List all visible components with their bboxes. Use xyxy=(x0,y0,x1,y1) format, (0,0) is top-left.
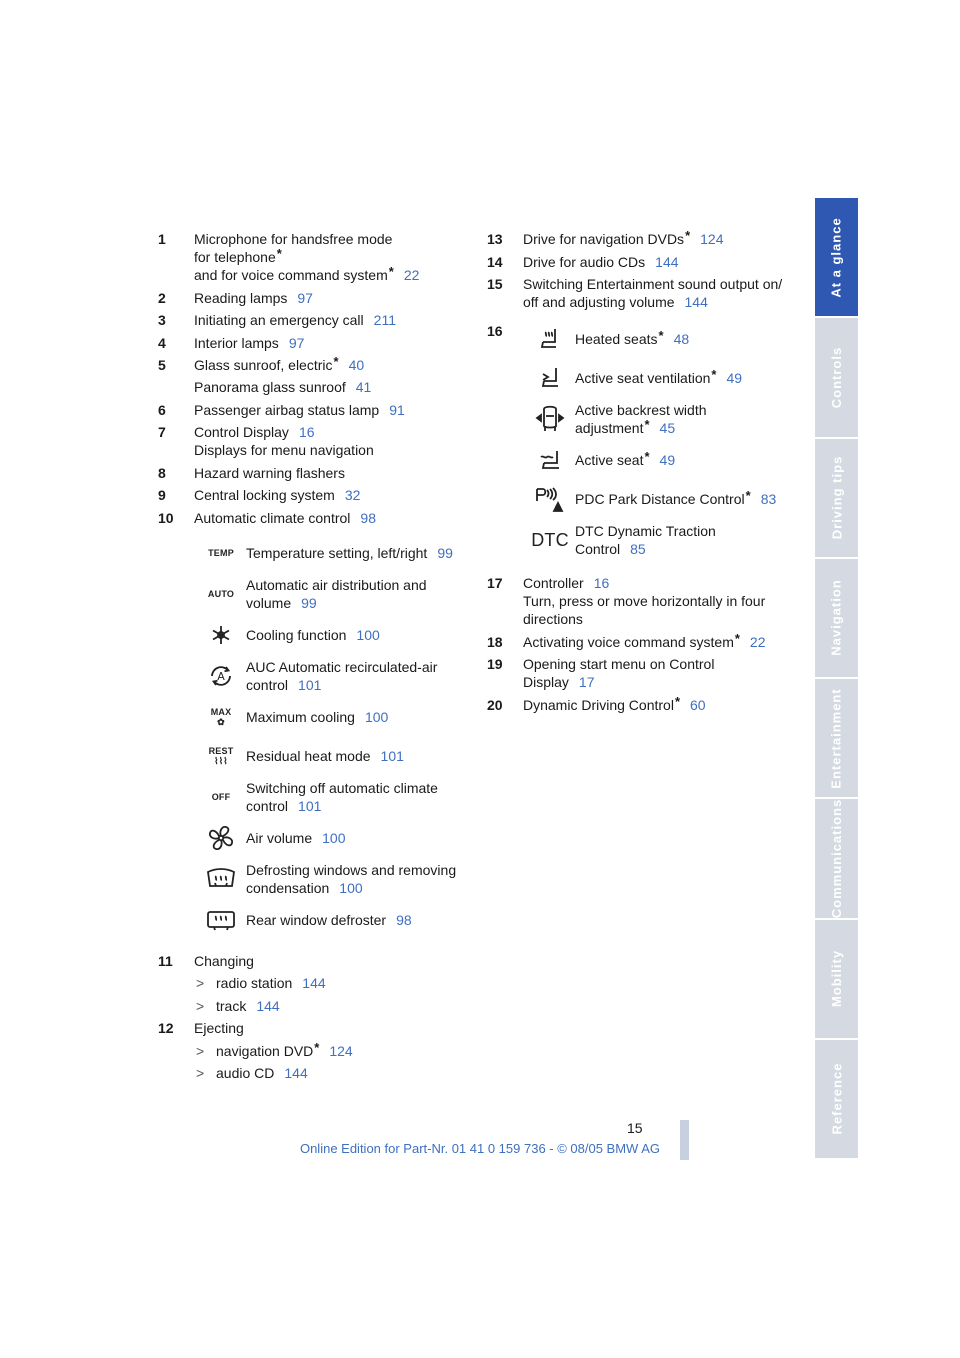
page-link[interactable]: 101 xyxy=(298,797,322,814)
icon-table-row xyxy=(525,444,787,476)
item-line: Drive for navigation DVDs* 124 xyxy=(523,228,724,247)
item-line: Drive for audio CDs 144 xyxy=(523,253,679,270)
page-number: 15 xyxy=(627,1120,643,1136)
page-link[interactable]: 100 xyxy=(339,879,363,896)
item-number: 3 xyxy=(158,312,166,328)
section-tab-label: At a glance xyxy=(829,216,845,298)
item-number: 6 xyxy=(158,401,166,418)
section-tab-bar xyxy=(815,198,858,1160)
section-tab-entertainment[interactable] xyxy=(815,679,858,797)
icon-row-label: Active seat ventilation* 49 xyxy=(575,367,743,386)
bullet-item xyxy=(196,974,463,992)
bullet-marker: > xyxy=(196,997,205,1014)
list-item xyxy=(158,334,463,352)
list-item xyxy=(487,253,787,271)
item-line: and for voice command system* 22 xyxy=(194,264,420,283)
page-link[interactable]: 98 xyxy=(360,509,376,526)
icon-row-label: Maximum cooling 100 xyxy=(246,708,389,725)
icon-row-label: Air volume 100 xyxy=(246,829,346,846)
list-item xyxy=(158,311,463,329)
item-number: 19 xyxy=(487,656,503,672)
item-number: 5 xyxy=(158,357,166,373)
item-number: 8 xyxy=(158,464,166,481)
icon-row-label: Switching off automatic climate control 101 xyxy=(246,779,438,814)
active-seat-icon xyxy=(525,447,575,473)
page-link[interactable]: 211 xyxy=(373,312,396,328)
item-number: 17 xyxy=(487,575,503,591)
page-link[interactable]: 144 xyxy=(655,253,679,270)
icon-row-label: Active seat* 49 xyxy=(575,449,676,468)
snowflake-icon xyxy=(196,624,246,646)
page-link[interactable]: 41 xyxy=(355,379,372,395)
page-link[interactable]: 144 xyxy=(684,294,708,310)
left-item-list-2 xyxy=(158,952,463,1083)
item-line: Displays for menu navigation xyxy=(194,442,374,458)
bullet-item xyxy=(196,1039,463,1060)
icon-table-row xyxy=(196,619,463,651)
footnote-star: * xyxy=(276,246,282,261)
footnote-star: * xyxy=(658,328,664,343)
page-link[interactable]: 16 xyxy=(298,424,315,440)
item-number: 11 xyxy=(158,952,173,969)
section-tab-controls[interactable] xyxy=(815,318,858,436)
footnote-star: * xyxy=(745,488,751,503)
item-line: Turn, press or move horizontally in four directions xyxy=(523,593,766,627)
item-number: 16 xyxy=(487,323,503,339)
item-number: 4 xyxy=(158,334,166,351)
section-tab-label: Controls xyxy=(829,346,845,409)
icon-row-label: AUC Automatic recirculated-air control 101 xyxy=(246,658,438,693)
item-text xyxy=(523,655,787,691)
right-item-list-2 xyxy=(487,574,787,714)
icon-table-row xyxy=(196,576,463,612)
bullet-marker: > xyxy=(196,1065,205,1081)
rear-defrost-icon xyxy=(196,908,246,932)
list-item xyxy=(158,464,463,482)
item-number: 13 xyxy=(487,231,503,247)
page-link[interactable]: 101 xyxy=(380,747,404,764)
footnote-star: * xyxy=(734,630,740,646)
item-text xyxy=(523,630,787,651)
pdc-icon xyxy=(525,485,575,513)
list-item xyxy=(158,1019,463,1037)
footnote-star: * xyxy=(685,228,691,243)
item-number: 20 xyxy=(487,696,503,713)
footer-edition-text: Online Edition for Part-Nr. 01 41 0 159 736 - © 08/05 BMW AG xyxy=(299,1141,661,1156)
icon-table-row xyxy=(525,401,787,437)
icon-row-label: Heated seats* 48 xyxy=(575,328,690,347)
list-item xyxy=(158,486,463,504)
footnote-star: * xyxy=(674,693,680,709)
icon-table-row xyxy=(196,779,463,815)
section-tab-label: Communications xyxy=(829,798,844,919)
item-text xyxy=(523,230,787,248)
icon-glyph-text: MAX ✿ xyxy=(210,706,232,727)
item-text xyxy=(194,334,463,352)
page-link[interactable]: 99 xyxy=(437,544,453,561)
icon-row-label: Residual heat mode 101 xyxy=(246,747,404,764)
item-line: Switching Entertainment sound output on/ off and adjusting volume 144 xyxy=(523,276,783,310)
right-column xyxy=(487,230,787,718)
icon-row-label: Rear window defroster 98 xyxy=(246,911,412,928)
list-item xyxy=(487,693,787,714)
list-item xyxy=(158,423,463,459)
list-item xyxy=(487,655,787,691)
item-text: Changing xyxy=(194,952,254,969)
item-line: Reading lamps 97 xyxy=(194,289,313,306)
icon-row-label: Active backrest width adjustment* 45 xyxy=(575,402,707,436)
item-text xyxy=(523,253,787,271)
list-item xyxy=(158,952,463,970)
bullet-text: track 144 xyxy=(216,997,280,1014)
bullet-text: audio CD 144 xyxy=(216,1065,308,1081)
footnote-star: * xyxy=(388,264,394,279)
icon-glyph-text: OFF xyxy=(211,791,231,802)
page-link[interactable]: 101 xyxy=(298,676,322,693)
item-text: Ejecting xyxy=(194,1020,244,1036)
page-link[interactable]: 45 xyxy=(659,420,676,436)
item-number: 14 xyxy=(487,253,503,270)
bullet-text: navigation DVD* 124 xyxy=(216,1039,353,1059)
recirculation-icon xyxy=(196,663,246,689)
item-number: 1 xyxy=(158,231,166,247)
section-tab-communications[interactable] xyxy=(815,799,858,917)
item-line: Panorama glass sunroof 41 xyxy=(194,379,372,395)
section-tab-label: Navigation xyxy=(829,579,844,657)
item-text xyxy=(523,574,787,628)
item-text xyxy=(194,486,463,504)
icon-row-label: Temperature setting, left/right 99 xyxy=(246,544,453,561)
backrest-width-icon xyxy=(525,404,575,434)
climate-control-table xyxy=(196,537,463,936)
icon-glyph-text: AUTO xyxy=(207,588,235,599)
dtc-icon xyxy=(525,530,575,550)
icon-row-label: PDC Park Distance Control* 83 xyxy=(575,488,777,507)
item-16 xyxy=(487,323,787,558)
list-item xyxy=(158,356,463,396)
page-link[interactable]: 85 xyxy=(630,541,646,557)
page-link[interactable]: 124 xyxy=(700,231,724,247)
icon-table-row xyxy=(525,323,787,355)
page-link[interactable]: 98 xyxy=(396,911,412,928)
page-link[interactable]: 144 xyxy=(302,975,326,991)
list-item xyxy=(487,275,787,311)
item-line: for telephone* xyxy=(194,246,282,265)
item-text xyxy=(194,401,463,419)
list-item xyxy=(158,401,463,419)
item-line: Activating voice command system* 22 xyxy=(523,630,766,650)
item-line: Central locking system 32 xyxy=(194,487,361,503)
item-number: 18 xyxy=(487,633,503,650)
list-item xyxy=(487,630,787,651)
page-link[interactable]: 97 xyxy=(297,289,313,306)
item-line: Control Display 16 xyxy=(194,424,315,440)
icon-table-row xyxy=(525,483,787,515)
page-link[interactable]: 49 xyxy=(659,452,676,468)
page-link[interactable]: 100 xyxy=(322,829,346,846)
item-text xyxy=(194,464,463,482)
list-item xyxy=(158,289,463,307)
icon-row-label: Automatic air distribution and volume 99 xyxy=(246,576,427,611)
footnote-star: * xyxy=(711,367,717,382)
item-number: 7 xyxy=(158,424,166,440)
windshield-defrost-icon xyxy=(196,867,246,891)
item-text xyxy=(194,423,463,459)
page-link[interactable]: 60 xyxy=(690,696,706,713)
list-item xyxy=(158,509,463,527)
item-number: 15 xyxy=(487,276,503,292)
right-item-list xyxy=(487,230,787,311)
bullet-marker: > xyxy=(196,1042,205,1059)
icon-table-row xyxy=(525,522,787,558)
page-link[interactable]: 22 xyxy=(403,267,420,283)
list-item xyxy=(487,574,787,628)
seat-ventilation-icon xyxy=(525,365,575,391)
bullet-item xyxy=(196,1064,463,1082)
section-tab-navigation[interactable] xyxy=(815,559,858,677)
page-link[interactable]: 83 xyxy=(760,491,777,507)
item-number: 2 xyxy=(158,289,166,306)
section-tab-driving-tips[interactable] xyxy=(815,439,858,557)
page-link[interactable]: 48 xyxy=(673,331,690,347)
icon-table-row xyxy=(196,701,463,733)
item-text xyxy=(523,693,787,714)
item-text xyxy=(523,275,787,311)
left-column xyxy=(158,230,463,1087)
svg-text:A: A xyxy=(217,669,225,683)
page-link[interactable]: 100 xyxy=(364,708,389,725)
rest-icon xyxy=(196,746,246,766)
page-link[interactable]: 16 xyxy=(593,575,610,591)
page-link[interactable]: 144 xyxy=(284,1065,308,1081)
page-link[interactable]: 17 xyxy=(578,674,595,690)
item-line: Passenger airbag status lamp 91 xyxy=(194,401,405,418)
icon-table-row xyxy=(196,861,463,897)
item-line: Dynamic Driving Control* 60 xyxy=(523,693,706,713)
heated-seat-icon xyxy=(525,326,575,352)
page-link[interactable]: 22 xyxy=(749,633,766,650)
item-text xyxy=(194,289,463,307)
item-line: Glass sunroof, electric* 40 xyxy=(194,354,365,373)
list-item xyxy=(487,230,787,248)
bullet-marker: > xyxy=(196,975,205,991)
item-text xyxy=(194,509,463,527)
auto-icon xyxy=(196,589,246,599)
section-tab-label: Entertainment xyxy=(829,687,844,789)
icon-glyph-text: REST ⌇⌇⌇ xyxy=(208,745,234,766)
section-tab-label: Reference xyxy=(829,1062,844,1135)
page-link[interactable]: 97 xyxy=(288,334,305,351)
icon-table-row xyxy=(196,537,463,569)
item-number: 12 xyxy=(158,1020,174,1036)
item-line: Hazard warning flashers xyxy=(194,464,345,481)
footnote-star: * xyxy=(314,1039,320,1055)
page-link[interactable]: 32 xyxy=(344,487,361,503)
item-text xyxy=(194,356,463,396)
item-text xyxy=(194,230,463,284)
item-line: Automatic climate control 98 xyxy=(194,509,376,526)
bullet-text: radio station 144 xyxy=(216,975,326,991)
icon-table-row xyxy=(196,740,463,772)
section-tab-label: Mobility xyxy=(829,950,845,1008)
footnote-star: * xyxy=(644,417,650,432)
icon-row-label: Cooling function 100 xyxy=(246,626,380,643)
item-number: 10 xyxy=(158,509,174,526)
item-line: Controller 16 xyxy=(523,575,610,591)
left-item-list xyxy=(158,230,463,527)
page-link[interactable]: 40 xyxy=(348,357,365,373)
page-link[interactable]: 100 xyxy=(356,626,380,643)
page-link[interactable]: 91 xyxy=(389,401,405,418)
list-item xyxy=(158,230,463,284)
icon-table-row xyxy=(196,822,463,854)
page-link[interactable]: 99 xyxy=(301,594,317,611)
item-line: Interior lamps 97 xyxy=(194,334,305,351)
item-number: 9 xyxy=(158,487,166,503)
section-tab-label: Driving tips xyxy=(829,455,845,540)
item-line: Microphone for handsfree mode xyxy=(194,231,393,247)
section-tab-at-a-glance[interactable] xyxy=(815,198,858,316)
temp-icon xyxy=(196,548,246,558)
icon-table-row xyxy=(196,904,463,936)
page-link[interactable]: 124 xyxy=(329,1042,353,1059)
item-line: Opening start menu on Control Display 17 xyxy=(523,656,715,690)
section-tab-mobility[interactable] xyxy=(815,920,858,1038)
max-cooling-icon xyxy=(196,707,246,727)
item-text xyxy=(194,311,463,329)
bullet-item xyxy=(196,997,463,1015)
icon-table-row xyxy=(196,658,463,694)
footnote-star: * xyxy=(333,354,339,369)
icon-row-label: Defrosting windows and removing condensation 100 xyxy=(246,861,457,896)
fan-icon xyxy=(196,823,246,853)
icon-table-row xyxy=(525,362,787,394)
icon-glyph-text: TEMP xyxy=(208,547,234,558)
item-line: Initiating an emergency call 211 xyxy=(194,312,396,328)
icon-glyph-text: DTC xyxy=(531,530,569,550)
seat-functions-table xyxy=(525,323,787,558)
page-link[interactable]: 49 xyxy=(726,370,743,386)
page-link[interactable]: 144 xyxy=(256,997,280,1014)
off-icon xyxy=(196,792,246,802)
footnote-star: * xyxy=(644,449,650,464)
icon-row-label: DTC Dynamic Traction Control 85 xyxy=(575,523,716,557)
